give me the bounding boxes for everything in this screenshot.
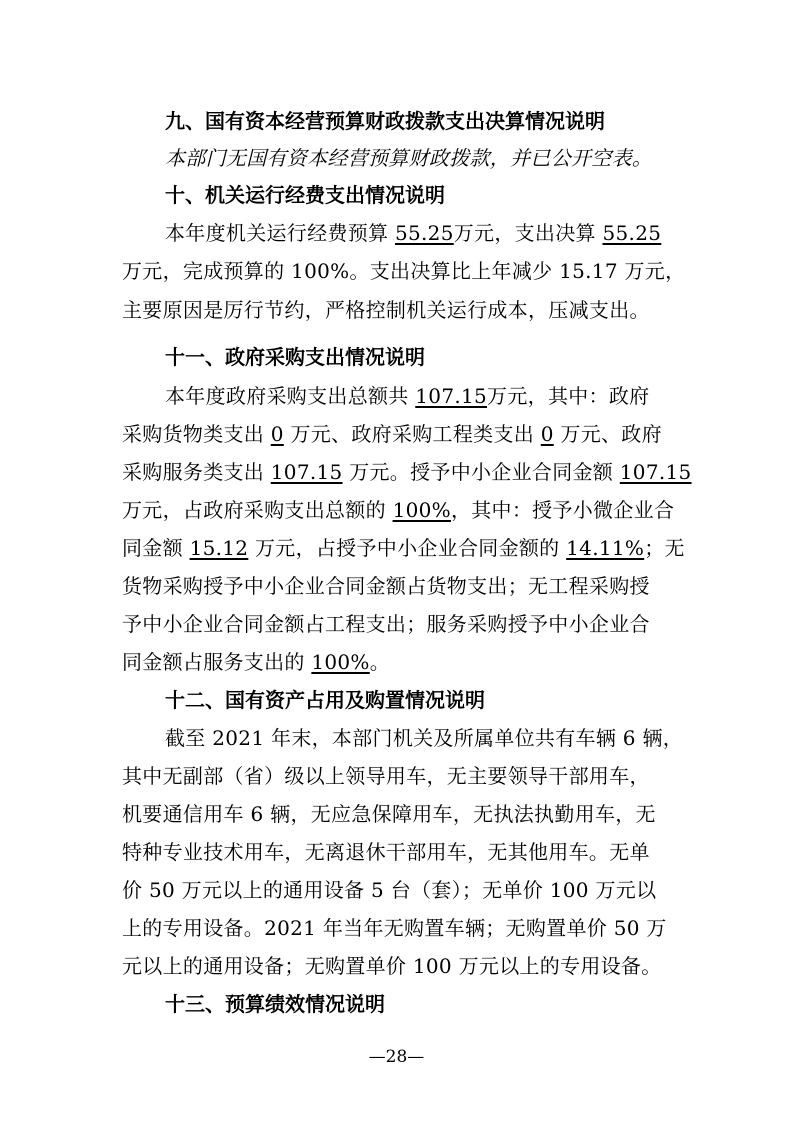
section-12-paragraph-line: 截至 2021 年末，本部门机关及所属单位共有车辆 6 辆， [165, 726, 684, 750]
section-10-paragraph-line: 万元，完成预算的 100%。支出决算比上年减少 15.17 万元， [122, 259, 686, 283]
section-13-heading: 十三、预算绩效情况说明 [165, 992, 385, 1016]
text-run: 万元，占政府采购支出总额的 [122, 498, 393, 522]
section-12-paragraph-line: 上的专用设备。2021 年当年无购置车辆；无购置单价 50 万 [122, 916, 667, 940]
section-12-paragraph-line: 特种专业技术用车，无离退休干部用车，无其他用车。无单 [122, 840, 650, 864]
page-number: —28— [368, 1047, 425, 1067]
section-9-note: 本部门无国有资本经营预算财政拨款，并已公开空表。 [165, 146, 653, 170]
section-11-paragraph-line [165, 383, 649, 409]
micro-enterprise-amount: 15.12 [189, 536, 249, 560]
text-run: 万元，其中：政府 [487, 384, 650, 408]
section-10-heading: 十、机关运行经费支出情况说明 [165, 183, 445, 207]
text-run: ；无 [644, 536, 685, 560]
text-run: 万元，占授予中小企业合同金额的 [248, 536, 567, 560]
text-run: 本年度机关运行经费预算 [165, 221, 395, 245]
section-11-paragraph-line [122, 535, 685, 561]
section-12-paragraph-line: 机要通信用车 6 辆，无应急保障用车，无执法执勤用车，无 [122, 802, 656, 826]
works-amount: 0 [540, 422, 554, 446]
section-9-heading: 九、国有资本经营预算财政拨款支出决算情况说明 [165, 109, 605, 133]
section-11-paragraph-line: 予中小企业合同金额占工程支出；服务采购授予中小企业合 [122, 612, 650, 636]
text-run: 采购货物类支出 [122, 422, 271, 446]
text-run: 万元、政府 [553, 422, 662, 446]
section-12-heading: 十二、国有资产占用及购置情况说明 [165, 688, 485, 712]
actual-amount: 55.25 [602, 221, 662, 245]
section-11-paragraph-line [122, 497, 674, 523]
text-run: ，其中：授予小微企业合 [450, 498, 675, 522]
text-run: 。 [369, 650, 391, 674]
sme-share-percent: 100% [392, 498, 451, 522]
micro-enterprise-share: 14.11% [566, 536, 645, 560]
section-12-paragraph-line: 元以上的通用设备；无购置单价 100 万元以上的专用设备。 [122, 954, 662, 978]
section-11-paragraph-line [122, 649, 390, 675]
section-11-paragraph-line: 货物采购授予中小企业合同金额占货物支出；无工程采购授 [122, 574, 650, 598]
text-run: 万元，支出决算 [453, 221, 603, 245]
services-share-percent: 100% [311, 650, 370, 674]
sme-contract-amount: 107.15 [619, 460, 692, 484]
section-10-paragraph-line: 主要原因是厉行节约，严格控制机关运行成本，压减支出。 [122, 298, 650, 322]
goods-amount: 0 [270, 422, 284, 446]
budget-amount: 55.25 [394, 221, 454, 245]
section-12-paragraph-line: 价 50 万元以上的通用设备 5 台（套）；无单价 100 万元以 [122, 878, 657, 902]
text-run: 万元、政府采购工程类支出 [283, 422, 541, 446]
section-11-heading: 十一、政府采购支出情况说明 [165, 345, 425, 369]
text-run: 万元。授予中小企业合同金额 [342, 460, 620, 484]
total-procurement-amount: 107.15 [415, 384, 488, 408]
services-amount: 107.15 [270, 460, 343, 484]
text-run: 同金额 [122, 536, 190, 560]
section-11-paragraph-line [122, 421, 662, 447]
section-10-paragraph-line [165, 220, 661, 246]
section-12-paragraph-line: 其中无副部（省）级以上领导用车，无主要领导干部用车， [122, 764, 650, 788]
text-run: 采购服务类支出 [122, 460, 271, 484]
text-run: 本年度政府采购支出总额共 [165, 384, 416, 408]
text-run: 同金额占服务支出的 [122, 650, 312, 674]
section-11-paragraph-line [122, 459, 692, 485]
